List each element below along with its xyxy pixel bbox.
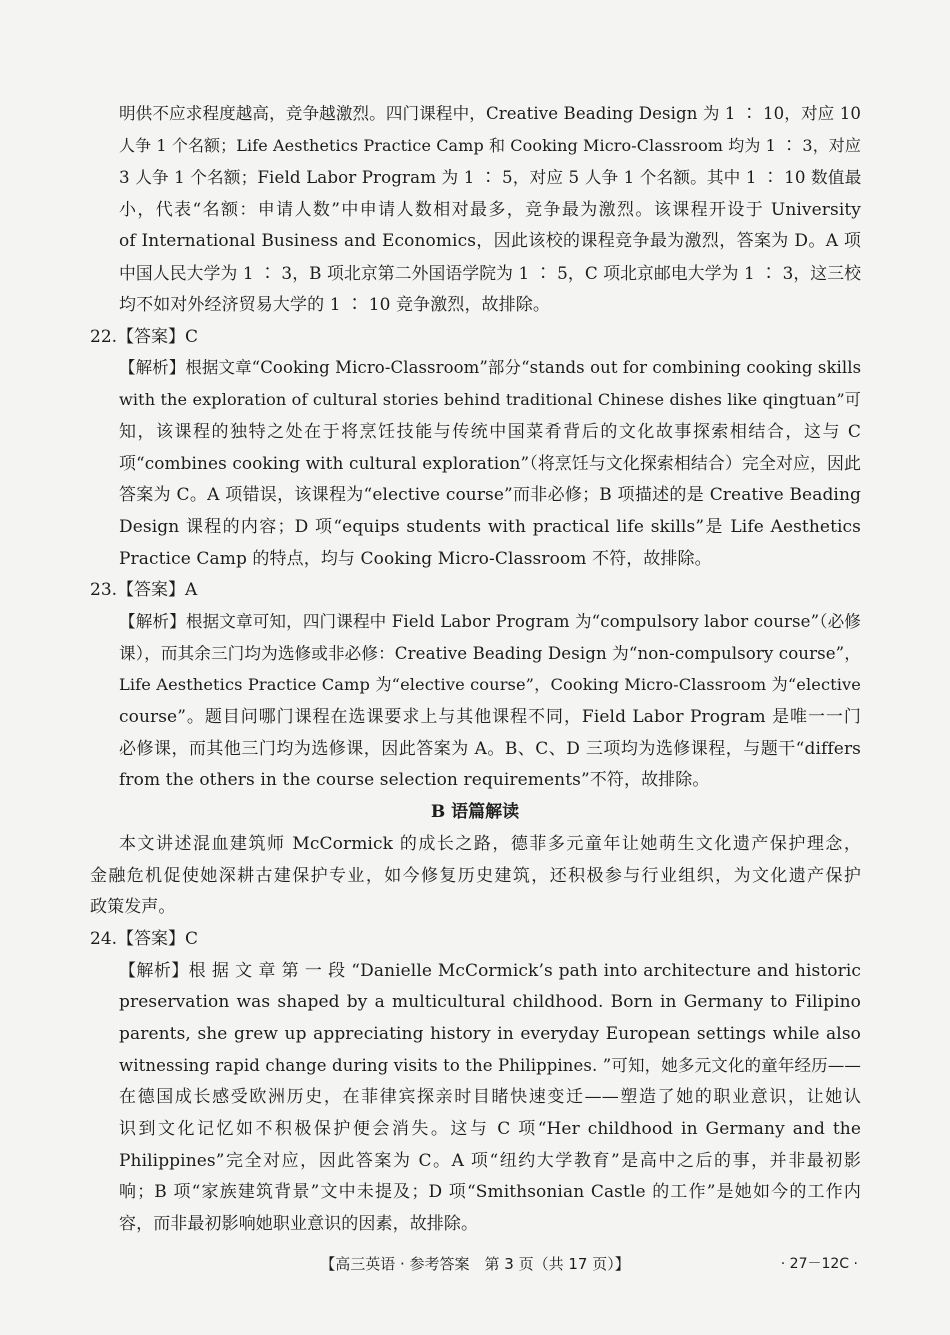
q24-answer: 24.【答案】C — [90, 929, 199, 949]
text-line: preservation was shaped by a multicultural childhood. Born in Germany to Filipino — [119, 992, 861, 1012]
text-line: with the exploration of cultural stories behind traditional Chinese dishes like qingtuan”可 — [119, 390, 861, 409]
text-line: parents, she grew up appreciating history in everyday European settings while also — [119, 1024, 861, 1044]
page-footer: 【高三英语 · 参考答案 第 3 页（共 17 页）】 — [320, 1255, 630, 1273]
text-line: 【解析】根据文章“Cooking Micro-Classroom”部分“stands out for combining cooking skills — [119, 358, 862, 377]
text-line: course”。题目问哪门课程在选课要求上与其他课程不同，Field Labor Program 是唯一一门 — [119, 707, 861, 727]
page-code: · 27－12C · — [780, 1256, 858, 1272]
text-line: 小，代表“名额：申请人数”中申请人数相对最多，竞争最为激烈。该课程开设于 University — [119, 200, 861, 220]
text-line: 3 人争 1 个名额；Field Labor Program 为 1 ∶ 5，对应 5 人争 1 个名额。其中 1 ∶ 10 数值最 — [119, 168, 862, 187]
text-line: 均不如对外经济贸易大学的 1 ∶ 10 竞争激烈，故排除。 — [119, 295, 550, 315]
text-line: 知，该课程的独特之处在于将烹饪技能与传统中国菜肴背后的文化故事探索相结合，这与 C — [119, 422, 861, 442]
text-line: 容，而非最初影响她职业意识的因素，故排除。 — [119, 1214, 479, 1234]
text-line: 政策发声。 — [90, 897, 176, 917]
text-line: Practice Camp 的特点，均与 Cooking Micro-Classroom 不符，故排除。 — [119, 549, 712, 569]
text-line: of International Business and Economics，因此该校的课程竞争最为激烈，答案为 D。A 项 — [119, 231, 861, 251]
text-line: 响；B 项“家族建筑背景”文中未提及；D 项“Smithsonian Castle 的工作”是她如今的工作内 — [119, 1182, 861, 1202]
text-line: Philippines”完全对应，因此答案为 C。A 项“纽约大学教育”是高中之后的事，并非最初影 — [119, 1151, 861, 1171]
text-line: 人争 1 个名额；Life Aesthetics Practice Camp 和 Cooking Micro-Classroom 均为 1 ∶ 3，对应 — [119, 136, 861, 155]
text-line: 【解析】根 据 文 章 第 一 段 “Danielle McCormick’s path into architecture and historic — [119, 961, 861, 981]
text-line: 中国人民大学为 1 ∶ 3，B 项北京第二外国语学院为 1 ∶ 5，C 项北京邮电大学为 1 ∶ 3，这三校 — [119, 263, 862, 283]
text-line: 课），而其余三门均为选修或非必修：Creative Beading Design 为“non-compulsory course”， — [119, 644, 861, 663]
text-line: 项“combines cooking with cultural exploration”（将烹饪与文化探索相结合）完全对应，因此 — [119, 453, 861, 473]
text-line: Life Aesthetics Practice Camp 为“elective course”，Cooking Micro-Classroom 为“elective — [119, 675, 861, 694]
q22-answer: 22.【答案】C — [90, 327, 199, 347]
text-line: 明供不应求程度越高，竞争越激烈。四门课程中，Creative Beading Design 为 1 ∶ 10，对应 10 — [119, 104, 861, 123]
q23-answer: 23.【答案】A — [90, 580, 198, 600]
text-line: 【解析】根据文章可知，四门课程中 Field Labor Program 为“compulsory labor course”（必修 — [119, 612, 861, 631]
text-line: Design 课程的内容；D 项“equips students with practical life skills”是 Life Aesthetics — [119, 517, 861, 537]
text-line: from the others in the course selection requirements”不符，故排除。 — [119, 770, 710, 790]
text-line: 在德国成长感受欧洲历史，在菲律宾探亲时目睹快速变迁——塑造了她的职业意识，让她认 — [119, 1087, 861, 1107]
text-line: 金融危机促使她深耕古建保护专业，如今修复历史建筑，还积极参与行业组织，为文化遗产保护 — [90, 866, 861, 886]
text-line: 答案为 C。A 项错误，该课程为“elective course”而非必修；B 项描述的是 Creative Beading — [119, 485, 861, 505]
text-line: 识到文化记忆如不积极保护便会消失。这与 C 项“Her childhood in Germany and the — [119, 1119, 861, 1139]
text-line: 必修课，而其他三门均为选修课，因此答案为 A。B、C、D 三项均为选修课程，与题干“differs — [119, 739, 861, 759]
text-line: witnessing rapid change during visits to the Philippines. ”可知，她多元文化的童年经历—— — [119, 1056, 861, 1075]
text-line: 本文讲述混血建筑师 McCormick 的成长之路，德菲多元童年让她萌生文化遗产保护理念， — [119, 834, 861, 854]
section-b-heading: B 语篇解读 — [430, 802, 520, 822]
